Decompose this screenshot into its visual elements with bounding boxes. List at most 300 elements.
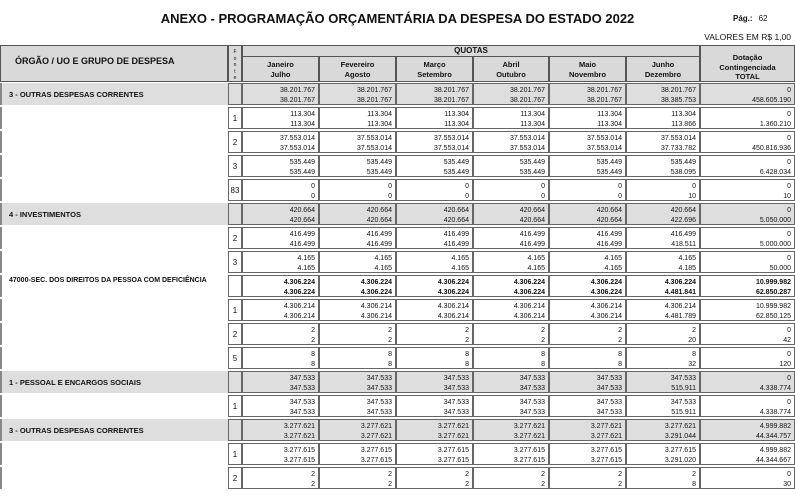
- quota-value-first: 347.533: [443, 399, 469, 406]
- quota-cell: [626, 83, 700, 105]
- row-fonte: 83: [228, 179, 242, 201]
- table-row: [0, 418, 795, 442]
- quota-value-first: 4.165: [527, 255, 545, 262]
- quota-cell: [396, 155, 473, 177]
- quota-cell: [549, 203, 626, 225]
- quota-value-second: 3.291.020: [664, 456, 696, 464]
- total-cell: [700, 299, 795, 321]
- quota-value-second: 4.481.789: [664, 312, 696, 320]
- quota-cell: [626, 323, 700, 345]
- quota-cell: [242, 419, 319, 441]
- quota-value-second: 2: [465, 336, 469, 344]
- row-label: [0, 227, 228, 249]
- total-value: 6.428.034: [759, 168, 791, 176]
- row-label: 4 - INVESTIMENTOS: [0, 203, 228, 225]
- quota-value-first: 2: [541, 327, 545, 334]
- contingenciada-value: 0: [787, 207, 791, 214]
- quota-cell: [549, 179, 626, 201]
- quota-cell: [549, 323, 626, 345]
- quota-cell: [242, 83, 319, 105]
- total-value: 62.850.125: [755, 312, 791, 320]
- total-cell: [700, 107, 795, 129]
- total-value: 62.850.287: [755, 288, 791, 296]
- total-value: 44.344.757: [755, 432, 791, 440]
- quota-value-second: 3.277.615: [590, 456, 622, 464]
- quota-cell: [473, 227, 549, 249]
- contingenciada-value: 0: [787, 327, 791, 334]
- quota-value-first: 2: [465, 327, 469, 334]
- quota-cell: [319, 179, 396, 201]
- quota-cell: [549, 419, 626, 441]
- quota-value-first: 8: [692, 351, 696, 358]
- quota-value-first: 4.165: [678, 255, 696, 262]
- quota-value-first: 347.533: [596, 375, 622, 382]
- row-fonte: 1: [228, 443, 242, 465]
- row-label: [0, 395, 228, 417]
- quota-value-first: 347.533: [670, 375, 696, 382]
- table-row: [0, 274, 795, 298]
- quota-value-second: 8: [692, 480, 696, 488]
- table-row: [0, 442, 795, 466]
- quota-cell: [473, 419, 549, 441]
- quota-value-second: 420.664: [366, 216, 392, 224]
- total-value: 450.816.936: [752, 144, 791, 152]
- quota-value-second: 38.201.767: [433, 96, 469, 104]
- quota-value-second: 2: [311, 480, 315, 488]
- quota-value-second: 347.533: [596, 384, 622, 392]
- total-value: 50.000: [769, 264, 791, 272]
- quota-value-second: 347.533: [443, 408, 469, 416]
- quota-cell: [626, 251, 700, 273]
- total-cell: [700, 251, 795, 273]
- header-org: ÓRGÃO / UO E GRUPO DE DESPESA: [0, 45, 228, 82]
- quota-value-second: 0: [541, 192, 545, 200]
- quota-cell: [626, 203, 700, 225]
- quota-cell: [473, 275, 549, 297]
- quota-cell: [396, 251, 473, 273]
- month-second-half: Outubro: [496, 70, 526, 79]
- contingenciada-value: 0: [787, 159, 791, 166]
- quota-value-first: 3.277.615: [437, 447, 469, 454]
- quota-value-second: 2: [618, 480, 622, 488]
- quota-value-first: 38.201.767: [356, 87, 392, 94]
- quota-value-second: 420.664: [443, 216, 469, 224]
- total-cell: [700, 347, 795, 369]
- quota-value-second: 4.306.224: [437, 288, 469, 296]
- quota-cell: [396, 299, 473, 321]
- quota-cell: [242, 251, 319, 273]
- page-label: Pág.:: [733, 14, 753, 23]
- quota-value-second: 0: [388, 192, 392, 200]
- quota-value-second: 113.304: [290, 120, 315, 128]
- quota-value-second: 347.533: [366, 384, 392, 392]
- quota-value-first: 4.306.214: [360, 303, 392, 310]
- quota-value-first: 8: [541, 351, 545, 358]
- quota-cell: [473, 371, 549, 393]
- row-label: [0, 323, 228, 345]
- total-value: 120: [779, 360, 791, 368]
- header-total-line3: TOTAL: [735, 72, 760, 81]
- quota-cell: [396, 467, 473, 489]
- quota-value-second: 4.306.224: [360, 288, 392, 296]
- quota-value-first: 38.201.767: [433, 87, 469, 94]
- row-fonte: [228, 203, 242, 225]
- quota-value-first: 420.664: [443, 207, 469, 214]
- quota-value-first: 113.304: [290, 111, 315, 118]
- contingenciada-value: 0: [787, 471, 791, 478]
- quota-value-second: 37.553.014: [356, 144, 392, 152]
- quota-value-second: 113.304: [597, 120, 622, 128]
- quota-cell: [626, 395, 700, 417]
- quota-value-first: 4.306.224: [283, 279, 315, 286]
- contingenciada-value: 0: [787, 87, 791, 94]
- row-fonte: 2: [228, 467, 242, 489]
- quota-cell: [473, 467, 549, 489]
- quota-cell: [242, 371, 319, 393]
- total-value: 1.360.210: [759, 120, 791, 128]
- table-row: [0, 370, 795, 394]
- quota-value-second: 20: [688, 336, 696, 344]
- row-fonte: 1: [228, 107, 242, 129]
- quota-value-second: 3.277.621: [437, 432, 469, 440]
- quota-cell: [396, 83, 473, 105]
- quota-cell: [242, 179, 319, 201]
- quota-value-first: 4.306.224: [360, 279, 392, 286]
- quota-value-first: 535.449: [519, 159, 545, 166]
- quota-value-first: 0: [541, 183, 545, 190]
- quota-value-second: 420.664: [596, 216, 622, 224]
- quota-value-second: 3.277.621: [590, 432, 622, 440]
- quota-value-first: 4.306.214: [590, 303, 622, 310]
- quota-value-second: 4.165: [451, 264, 469, 272]
- quota-value-first: 4.306.224: [437, 279, 469, 286]
- quota-cell: [242, 107, 319, 129]
- quota-cell: [473, 299, 549, 321]
- row-label: [0, 155, 228, 177]
- quota-value-first: 113.304: [520, 111, 545, 118]
- quota-cell: [242, 443, 319, 465]
- quota-cell: [319, 323, 396, 345]
- quota-cell: [549, 155, 626, 177]
- quota-cell: [626, 131, 700, 153]
- quota-value-first: 37.553.014: [660, 135, 696, 142]
- quota-value-first: 2: [311, 327, 315, 334]
- quota-value-first: 113.304: [671, 111, 696, 118]
- total-cell: [700, 155, 795, 177]
- quota-value-second: 2: [541, 336, 545, 344]
- page-indicator: [733, 14, 767, 23]
- quota-cell: [626, 227, 700, 249]
- quota-value-second: 0: [311, 192, 315, 200]
- total-cell: [700, 83, 795, 105]
- quota-value-first: 3.277.615: [360, 447, 392, 454]
- quota-value-first: 535.449: [596, 159, 622, 166]
- quota-cell: [396, 323, 473, 345]
- quota-cell: [473, 155, 549, 177]
- quota-cell: [242, 131, 319, 153]
- quota-value-first: 3.277.615: [283, 447, 315, 454]
- header-month-col: [626, 56, 700, 82]
- quota-value-second: 10: [688, 192, 696, 200]
- header-month-col: [473, 56, 549, 82]
- quota-value-second: 347.533: [519, 408, 545, 416]
- quota-value-second: 38.201.767: [279, 96, 315, 104]
- total-cell: [700, 395, 795, 417]
- contingenciada-value: 0: [787, 111, 791, 118]
- quota-cell: [396, 371, 473, 393]
- month-first-half: Fevereiro: [340, 60, 375, 69]
- quota-value-second: 38.201.767: [586, 96, 622, 104]
- quota-value-first: 38.201.767: [279, 87, 315, 94]
- quota-value-first: 416.499: [289, 231, 315, 238]
- quota-cell: [319, 155, 396, 177]
- quota-value-second: 4.306.214: [590, 312, 622, 320]
- table-row: [0, 178, 795, 202]
- header-month-col: [319, 56, 396, 82]
- quota-cell: [626, 107, 700, 129]
- quota-value-second: 4.165: [374, 264, 392, 272]
- quota-value-first: 4.306.214: [664, 303, 696, 310]
- quota-value-first: 420.664: [670, 207, 696, 214]
- total-value: 4.338.774: [759, 384, 791, 392]
- quota-value-second: 3.277.621: [283, 432, 315, 440]
- month-first-half: Junho: [651, 60, 675, 69]
- quota-value-second: 8: [618, 360, 622, 368]
- quota-value-second: 3.277.615: [283, 456, 315, 464]
- quota-cell: [626, 155, 700, 177]
- quota-value-first: 416.499: [443, 231, 469, 238]
- quota-cell: [549, 275, 626, 297]
- quota-value-second: 2: [618, 336, 622, 344]
- quota-value-first: 37.553.014: [356, 135, 392, 142]
- quota-value-first: 535.449: [670, 159, 696, 166]
- quota-value-first: 2: [388, 327, 392, 334]
- quota-value-first: 38.201.767: [509, 87, 545, 94]
- quota-value-second: 2: [388, 336, 392, 344]
- row-label: [0, 443, 228, 465]
- quota-value-first: 4.306.214: [513, 303, 545, 310]
- quota-value-first: 535.449: [366, 159, 392, 166]
- header-total-line2: Contingenciada: [719, 62, 776, 72]
- quota-value-first: 3.277.621: [283, 423, 315, 430]
- row-label: [0, 299, 228, 321]
- quota-value-second: 0: [465, 192, 469, 200]
- quota-cell: [396, 179, 473, 201]
- contingenciada-value: 10.999.982: [755, 303, 791, 310]
- quota-cell: [319, 347, 396, 369]
- quota-cell: [626, 371, 700, 393]
- quota-cell: [396, 419, 473, 441]
- quota-cell: [626, 179, 700, 201]
- total-value: 5.000.000: [759, 240, 791, 248]
- quota-value-second: 37.553.014: [433, 144, 469, 152]
- quota-value-second: 38.201.767: [509, 96, 545, 104]
- quota-cell: [473, 107, 549, 129]
- quota-value-second: 2: [311, 336, 315, 344]
- quota-cell: [473, 179, 549, 201]
- total-cell: [700, 227, 795, 249]
- header-total-line1: Dotação: [732, 53, 763, 62]
- row-fonte: [228, 419, 242, 441]
- quota-cell: [549, 299, 626, 321]
- quota-value-second: 347.533: [289, 408, 315, 416]
- quota-value-first: 347.533: [596, 399, 622, 406]
- quota-value-first: 8: [618, 351, 622, 358]
- quota-cell: [549, 467, 626, 489]
- quota-value-second: 535.449: [289, 168, 315, 176]
- quota-cell: [319, 467, 396, 489]
- quota-value-second: 4.306.214: [360, 312, 392, 320]
- quota-value-first: 2: [618, 327, 622, 334]
- total-value: 44.344.667: [755, 456, 791, 464]
- total-value: 30: [783, 480, 791, 488]
- quota-cell: [549, 347, 626, 369]
- quota-cell: [319, 83, 396, 105]
- month-second-half: Dezembro: [644, 70, 682, 79]
- contingenciada-value: 4.999.882: [759, 423, 791, 430]
- table-row: [0, 82, 795, 106]
- header-month-col: [549, 56, 626, 82]
- total-cell: [700, 275, 795, 297]
- table-row: [0, 130, 795, 154]
- quota-value-first: 2: [692, 327, 696, 334]
- quota-value-first: 4.165: [297, 255, 315, 262]
- month-first-half: Janeiro: [267, 60, 294, 69]
- quota-cell: [242, 227, 319, 249]
- quota-cell: [319, 203, 396, 225]
- contingenciada-value: 0: [787, 135, 791, 142]
- quota-value-first: 420.664: [596, 207, 622, 214]
- quota-cell: [473, 395, 549, 417]
- row-label: 3 - OUTRAS DESPESAS CORRENTES: [0, 83, 228, 105]
- quota-value-first: 113.304: [367, 111, 392, 118]
- total-value: 42: [783, 336, 791, 344]
- quota-value-first: 0: [465, 183, 469, 190]
- quota-cell: [319, 227, 396, 249]
- header-month-col: [396, 56, 473, 82]
- quota-cell: [319, 371, 396, 393]
- quota-value-first: 0: [692, 183, 696, 190]
- quota-value-first: 0: [311, 183, 315, 190]
- row-fonte: 1: [228, 299, 242, 321]
- quota-cell: [396, 131, 473, 153]
- quota-cell: [396, 395, 473, 417]
- row-label: [0, 131, 228, 153]
- total-value: 4.338.774: [759, 408, 791, 416]
- quota-value-second: 3.277.615: [360, 456, 392, 464]
- quota-value-second: 4.185: [678, 264, 696, 272]
- quota-value-first: 113.304: [444, 111, 469, 118]
- quota-value-second: 113.304: [520, 120, 545, 128]
- quota-value-first: 38.201.767: [660, 87, 696, 94]
- quota-value-first: 8: [388, 351, 392, 358]
- row-label: [0, 107, 228, 129]
- total-cell: [700, 131, 795, 153]
- quota-value-first: 416.499: [670, 231, 696, 238]
- row-label: 47000-SEC. DOS DIREITOS DA PESSOA COM DEFICIÊNCIA: [0, 275, 228, 297]
- quota-cell: [242, 203, 319, 225]
- quota-value-second: 113.304: [444, 120, 469, 128]
- total-value: 5.050.000: [759, 216, 791, 224]
- quota-cell: [549, 251, 626, 273]
- quota-cell: [473, 323, 549, 345]
- quota-value-first: 0: [388, 183, 392, 190]
- quota-value-second: 2: [388, 480, 392, 488]
- quota-cell: [473, 443, 549, 465]
- quota-value-first: 3.277.615: [590, 447, 622, 454]
- month-second-half: Setembro: [417, 70, 452, 79]
- quota-cell: [242, 347, 319, 369]
- row-label: 1 - PESSOAL E ENCARGOS SOCIAIS: [0, 371, 228, 393]
- contingenciada-value: 0: [787, 399, 791, 406]
- quota-cell: [626, 275, 700, 297]
- quota-cell: [242, 323, 319, 345]
- quota-value-second: 535.449: [366, 168, 392, 176]
- quota-value-first: 420.664: [289, 207, 315, 214]
- quota-value-second: 416.499: [366, 240, 392, 248]
- quota-value-first: 37.553.014: [279, 135, 315, 142]
- header-month-col: [242, 56, 319, 82]
- table-row: [0, 226, 795, 250]
- row-fonte: [228, 275, 242, 297]
- quota-value-second: 4.306.224: [513, 288, 545, 296]
- quota-value-second: 32: [688, 360, 696, 368]
- quota-value-second: 4.306.214: [437, 312, 469, 320]
- total-cell: [700, 203, 795, 225]
- quota-cell: [626, 299, 700, 321]
- quota-value-first: 38.201.767: [586, 87, 622, 94]
- row-fonte: [228, 83, 242, 105]
- row-label: 3 - OUTRAS DESPESAS CORRENTES: [0, 419, 228, 441]
- quota-value-second: 2: [465, 480, 469, 488]
- quota-value-first: 347.533: [670, 399, 696, 406]
- quota-value-second: 4.165: [297, 264, 315, 272]
- month-second-half: Julho: [270, 70, 291, 79]
- quota-value-second: 0: [618, 192, 622, 200]
- table-row: [0, 298, 795, 322]
- quota-cell: [396, 107, 473, 129]
- table-row: [0, 202, 795, 226]
- table-row: [0, 154, 795, 178]
- quota-value-first: 4.165: [451, 255, 469, 262]
- quota-value-second: 416.499: [443, 240, 469, 248]
- quota-value-first: 347.533: [289, 399, 315, 406]
- table-row: [0, 106, 795, 130]
- quota-value-first: 4.306.224: [664, 279, 696, 286]
- report-title: ANEXO - PROGRAMAÇÃO ORÇAMENTÁRIA DA DESPESA DO ESTADO 2022: [160, 11, 635, 26]
- contingenciada-value: 0: [787, 351, 791, 358]
- quota-cell: [626, 467, 700, 489]
- table-row: [0, 250, 795, 274]
- quota-value-second: 347.533: [519, 384, 545, 392]
- contingenciada-value: 4.999.882: [759, 447, 791, 454]
- total-cell: [700, 323, 795, 345]
- quota-cell: [319, 107, 396, 129]
- quota-value-second: 416.499: [596, 240, 622, 248]
- quota-value-second: 3.277.615: [513, 456, 545, 464]
- contingenciada-value: 0: [787, 231, 791, 238]
- quota-value-second: 4.165: [604, 264, 622, 272]
- quota-value-first: 0: [618, 183, 622, 190]
- quota-cell: [242, 275, 319, 297]
- quota-value-second: 422.696: [670, 216, 696, 224]
- quota-value-first: 3.277.615: [664, 447, 696, 454]
- quota-value-second: 515.911: [671, 384, 696, 392]
- quota-value-second: 8: [311, 360, 315, 368]
- quota-cell: [473, 251, 549, 273]
- quota-cell: [473, 347, 549, 369]
- quota-value-first: 4.165: [374, 255, 392, 262]
